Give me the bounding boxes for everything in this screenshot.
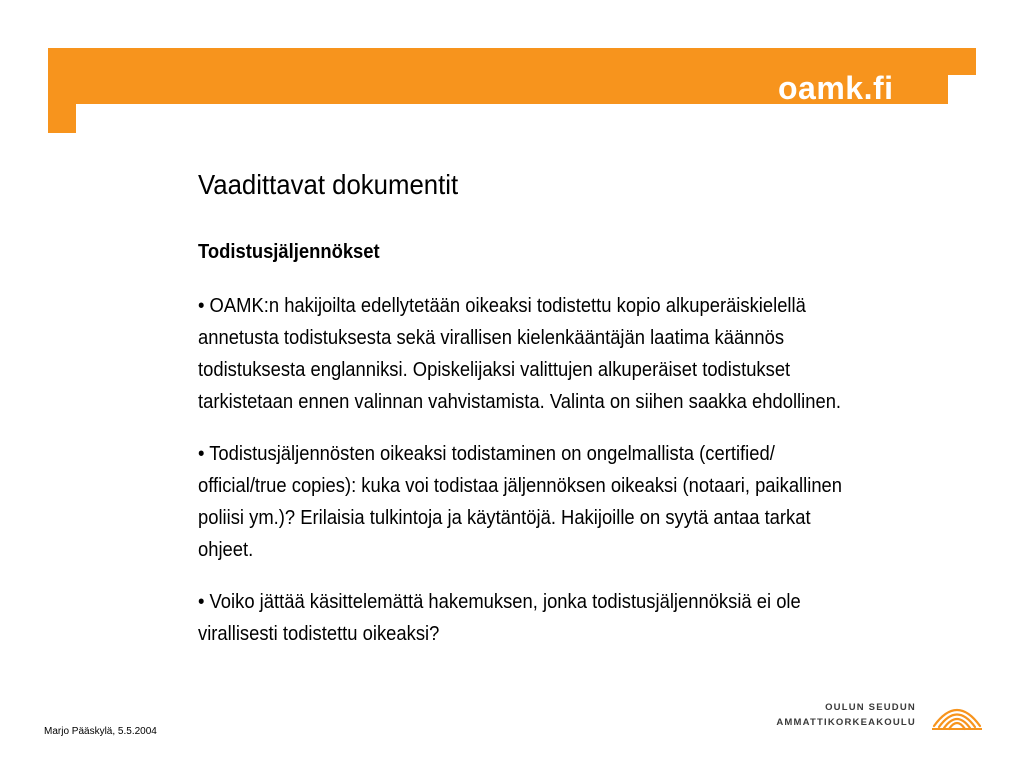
- header-bar-left-tab: [48, 104, 76, 133]
- school-name-line1: OULUN SEUDUN: [825, 702, 916, 713]
- school-name-line2: AMMATTIKORKEAKOULU: [776, 717, 916, 728]
- school-name: [776, 700, 916, 730]
- bullet-point: • OAMK:n hakijoilta edellytetään oikeaksi todistettu kopio alkuperäiskielellä annetusta todistuksesta sekä virallisen kielenkääntäjän laatima käännös todistuksesta englanniksi. Opiskelijaksi valittujen alkuperäiset todistukset tarkistetaan ennen valinnan vahvistamista. Valinta on siihen saakka ehdollinen.: [198, 294, 842, 413]
- sun-arc-icon: [930, 696, 984, 732]
- footer-author-date: Marjo Pääskylä, 5.5.2004: [44, 726, 157, 737]
- bullet-point: • Voiko jättää käsittelemättä hakemuksen, jonka todistusjäljennöksiä ei ole virallisesti todistettu oikeaksi?: [198, 590, 801, 645]
- page-title: Vaadittavat dokumentit: [198, 169, 459, 200]
- site-logo: oamk.fi: [778, 70, 894, 106]
- slide-content: [198, 168, 878, 670]
- bullet-point: • Todistusjäljennösten oikeaksi todistaminen on ongelmallista (certified/ official/true copies): kuka voi todistaa jäljennöksen oikeaksi (notaari, paikallinen poliisi ym.)? Erilaisia tulkintoja ja käytäntöjä. Hakijoille on syytä antaa tarkat ohjeet.: [198, 442, 843, 561]
- header-bar-right-notch: [948, 75, 976, 104]
- section-subtitle: Todistusjäljennökset: [198, 240, 380, 263]
